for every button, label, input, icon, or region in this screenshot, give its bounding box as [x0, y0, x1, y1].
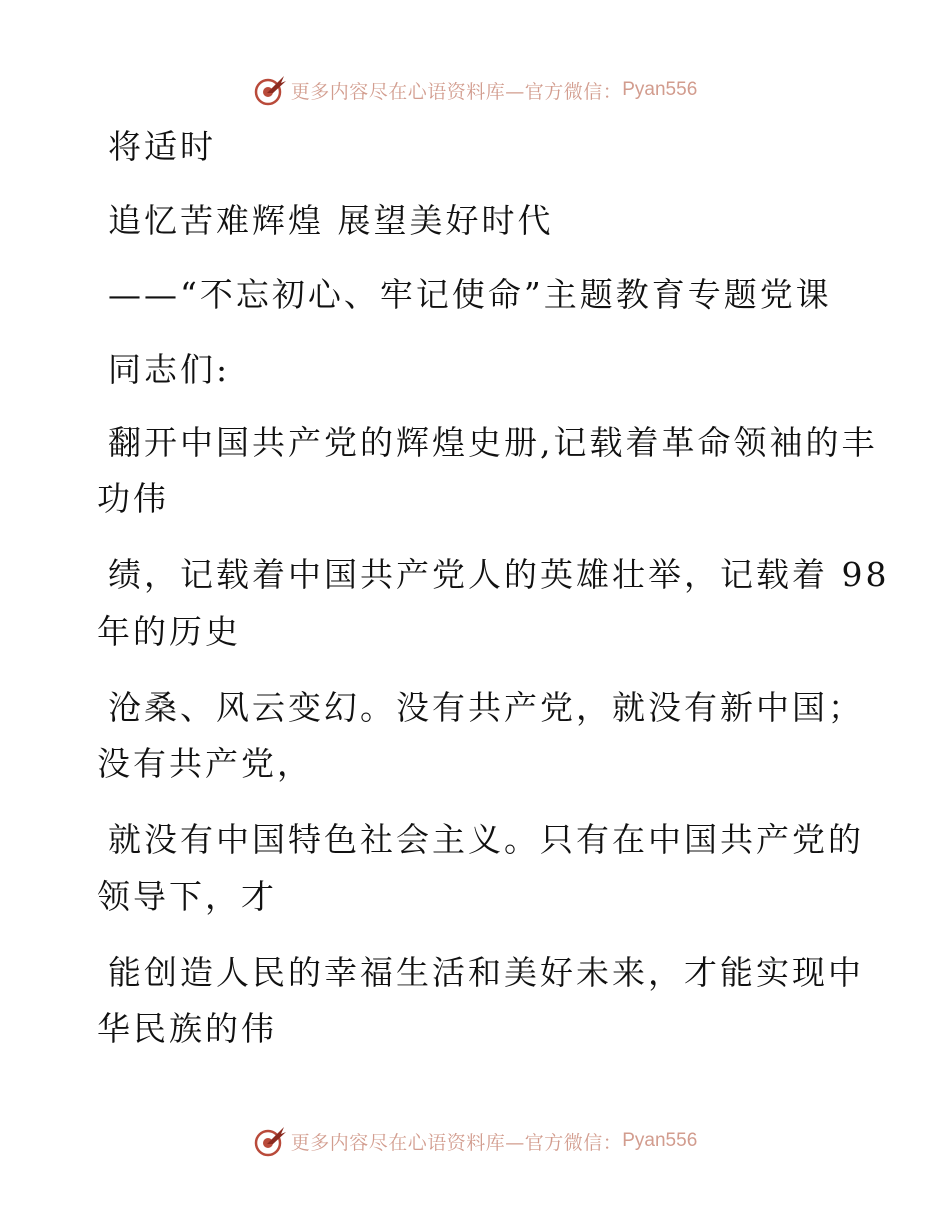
watermark-handle: Pyan556	[622, 79, 698, 100]
paragraph-line: 年的历史	[97, 612, 241, 651]
salutation-line: 同志们:	[108, 350, 231, 389]
header-watermark	[0, 70, 950, 110]
paragraph-line: 就没有中国特色社会主义。只有在中国共产党的	[108, 820, 864, 859]
paragraph-line: 领导下，才	[97, 877, 277, 916]
paragraph-line: 能创造人民的幸福生活和美好未来，才能实现中	[108, 953, 864, 992]
paragraph-line: 没有共产党，	[97, 744, 313, 783]
text-line: 将适时	[108, 127, 216, 166]
quill-logo-icon	[253, 73, 287, 107]
subtitle-line: ——“不忘初心、牢记使命”主题教育专题党课	[108, 275, 832, 314]
footer-watermark	[0, 1121, 950, 1161]
paragraph-line: 功伟	[97, 479, 169, 518]
quill-logo-icon	[253, 1124, 287, 1158]
paragraph-line: 沧桑、风云变幻。没有共产党，就没有新中国；	[108, 688, 864, 727]
watermark-handle: Pyan556	[622, 1130, 698, 1151]
paragraph-line: 绩，记载着中国共产党人的英雄壮举，记载着 98	[108, 555, 890, 594]
paragraph-line: 华民族的伟	[97, 1009, 277, 1048]
watermark-text: 更多内容尽在心语资料库—官方微信：	[290, 1131, 623, 1154]
title-line: 追忆苦难辉煌 展望美好时代	[108, 201, 554, 240]
watermark-text: 更多内容尽在心语资料库—官方微信：	[290, 80, 623, 103]
paragraph-line: 翻开中国共产党的辉煌史册,记载着革命领袖的丰	[108, 423, 878, 462]
